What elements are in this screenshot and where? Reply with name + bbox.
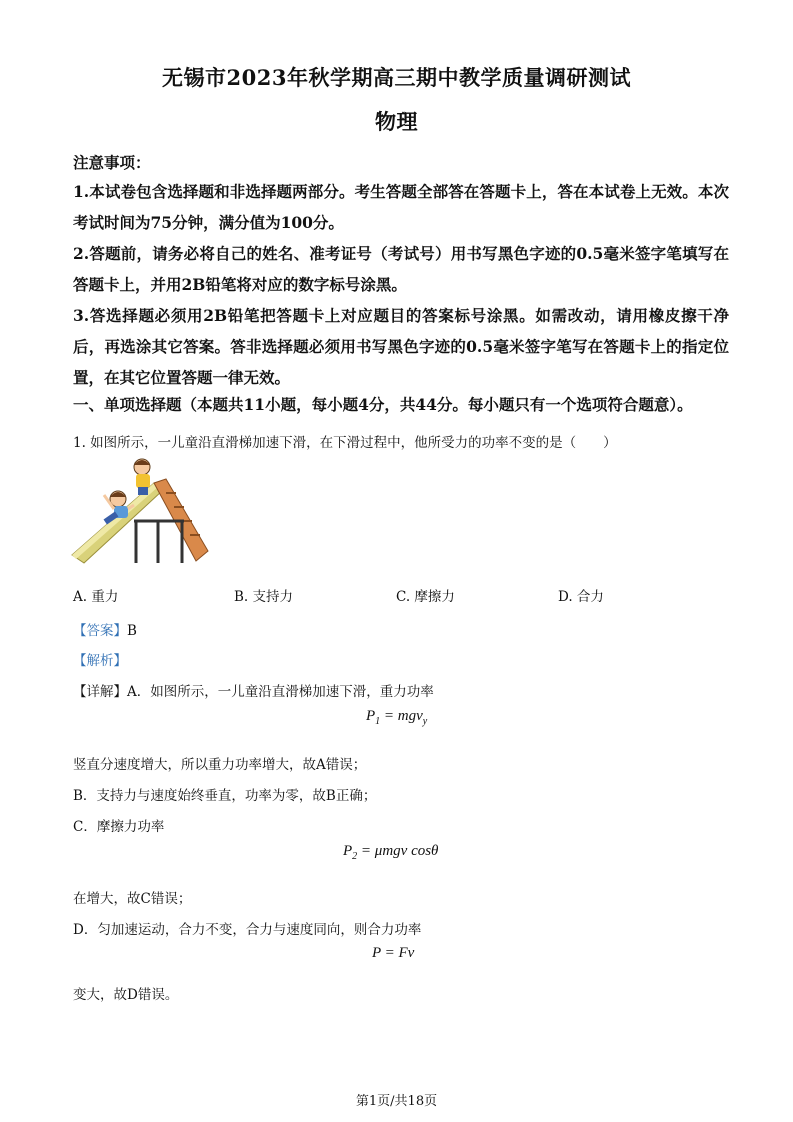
detail-line-2: 竖直分速度增大，所以重力功率增大，故A错误； bbox=[73, 757, 367, 773]
answer-line bbox=[73, 619, 137, 639]
notice-item-3: 3.答选择题必须用2B铅笔把答题卡上对应题目的答案标号涂黑。如需改动，请用橡皮擦干净后，再选涂其它答案。答非选择题必须用书写黑色字迹的0.5毫米签字笔写在答题卡上的指定位置，在其它位置答题一律无效。 bbox=[73, 306, 729, 387]
notice-item-1: 1.本试卷包含选择题和非选择题两部分。考生答题全部答在答题卡上，答在本试卷上无效。本次考试时间为75分钟，满分值为100分。 bbox=[73, 182, 729, 232]
exam-title: 无锡市2023年秋学期高三期中教学质量调研测试 bbox=[162, 65, 631, 90]
slide-illustration bbox=[70, 455, 210, 565]
formula-gravity-power: $P_1 = mgv_y$ bbox=[366, 708, 428, 727]
answer-value: B bbox=[127, 623, 137, 639]
section-heading: 一、单项选择题（本题共11小题，每小题4分，共44分。每小题只有一个选项符合题意）。 bbox=[73, 395, 693, 414]
detail-line-1 bbox=[73, 680, 434, 700]
analysis-line bbox=[73, 649, 127, 669]
formula-net-power: P = Fv bbox=[372, 945, 415, 961]
formula-friction-power: $P_2 = \mu mgv$ cosθ bbox=[343, 843, 439, 862]
detail-text-1: A．如图所示，一儿童沿直滑梯加速下滑，重力功率 bbox=[127, 684, 434, 700]
answer-label: 【答案】 bbox=[73, 623, 127, 639]
notice-item-2: 2.答题前，请务必将自己的姓名、准考证号（考试号）用书写黑色字迹的0.5毫米签字笔填写在答题卡上，并用2B铅笔将对应的数字标号涂黑。 bbox=[73, 244, 729, 294]
analysis-label: 【解析】 bbox=[73, 653, 127, 669]
detail-line-5: 在增大，故C错误； bbox=[73, 891, 192, 907]
detail-line-3: B．支持力与速度始终垂直，功率为零，故B正确； bbox=[73, 788, 377, 804]
question-text: 1. 如图所示，一儿童沿直滑梯加速下滑，在下滑过程中，他所受力的功率不变的是（ ） bbox=[73, 435, 617, 451]
option-d[interactable]: D. 合力 bbox=[558, 589, 604, 605]
exam-subject: 物理 bbox=[375, 109, 418, 134]
detail-line-4: C．摩擦力功率 bbox=[73, 819, 165, 835]
option-c[interactable]: C. 摩擦力 bbox=[396, 589, 455, 605]
detail-label: 【详解】 bbox=[73, 684, 127, 700]
option-b[interactable]: B. 支持力 bbox=[234, 589, 294, 605]
notice-heading: 注意事项： bbox=[73, 153, 151, 172]
option-a[interactable]: A. 重力 bbox=[73, 589, 119, 605]
detail-line-7: 变大，故D错误。 bbox=[73, 987, 179, 1003]
page-footer: 第1页/共18页 bbox=[355, 1094, 438, 1109]
detail-line-6: D．匀加速运动，合力不变，合力与速度同向，则合力功率 bbox=[73, 922, 422, 938]
